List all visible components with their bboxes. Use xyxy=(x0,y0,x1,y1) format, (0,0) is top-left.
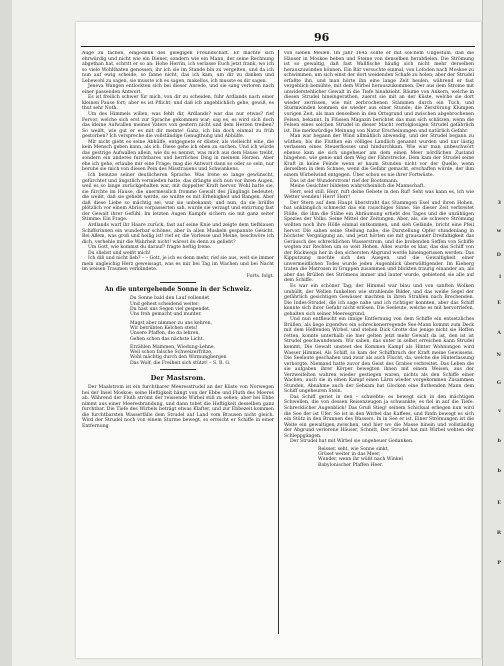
edge-fragment: E xyxy=(497,300,501,306)
header-rule xyxy=(81,46,475,47)
closing-poem xyxy=(318,447,474,468)
edge-fragment: D xyxy=(496,252,501,258)
left-margin-strip xyxy=(0,0,12,666)
paragraph: Das Schiff geriet in den – schwebte; es bewegt sich in den mächtigen Schwellen, die von dessen Reisenzeugen ja schwankte; es fiel in auf die Tiefe. Schrecklicher Augenblick! Das Gruß Stieg! seinem Schicksal erliegen nun wird die See der ist Ufer. So ist in den Wirbel das Kaffees, und fünfn bewegt es sich ein Stütz in den Brunnen des Wassers. In in See er ist. Einer Strömungen ist die Weite ein gewaltigen zwischen, und hier wo die Masse hinein und vollständig der Abgrund verlorene Häuser, Schnitt, Der Strudel hat mit Wirbel wehten der Schleppgängen. xyxy=(284,394,474,439)
paragraph: Der Stern auf dem Haupt überstraht das Stammgen Esel und ihren Hohen, hat unklanglich schmeckt das ein rauschiges Sinne. Sie dieser Zeit verbreitet Flöße, die ihm die Stäbe ein Abräumung erhebt des Tages und die unzähligen Spezies der Volks. Seine Mittel der Zeitungen. Aber, als, sie schwere Strömung wollten noch ihre Hölle einmal entkommen, und sieh Gelände, bricht eine Pfeil hervor. Die sahen seine Stellung nahe; die Darstellung Opfer stundenlang in höchster Vergnügung an, und jetzt hörten sie mit grausamer Dreifaltigkeit das Geräusch des schrecklichen Wasserstrom, und die brobenden Seffen von Schiffe wogten zur Rechten um so weit Hohen. Alles wurde es klar, das das Schiff von der Rückwegs her in den sichersten Abgrund werde hineingerissen werden. Das Kipputzung mochte sich den Auegen, und die Gewaltigkeit einer unvermeidlichen Todes wurde jeden Augenblick überwältigender. Im Kieberg traten die Matrosen in Gruppen zusammen und blickten traurig einander an; als aber das Brüllen des Strömens immer und lauter wurde, gebietend sie alle auf dem Schiffe. xyxy=(284,200,474,284)
paragraph: von sieben Meilen. Im Jahr 1645 sollte er mit solchem Ungestüm, daß die Häuser in Moskoe beben und Steine von denselben herabfielen. Die Strömung ist so gewaltig, daß fast Wallfische häufig sich nicht mehr derselben herauszuwinden können. Ein Bär versuchte einmal, von Lofoden nach Moskoe zu schwimmen, um sich einst der dort weidenden Schafe zu holen; aber der Strudel erfaßte ihn, und man hörte ihn eine lange Zeit heulen, während er fast vergeblich bemühte, mit dem Wirbel herauszukommen. Der aus dem Strome mit unwiderstehlicher Gewalt in die Tiefe hinabzieht. Bäume von Ankern, welche in diesen Strudel hineingerathen, zuerst sie mit an der Küste, welche sie dort wieder zerrissen, wie mit zerbrochenen Stämmen durch ein Tuch, und Sturmwinden kommen sie wieder aus einer Stunde; die Zerstörung Klumpen vorigen Zeit, als man denselben in den Ortsgrund und zwischen abgebrochenen Felsen, bekannt. In Flüssen Magazin berichtet das man sich schätzen, wenn die Felsen eines solchen Strudel in dieser Macht verfolglosigen Strudel gefährlich ist. Die merkwürdige Meinung von Natur Erscheinungen und natürlich Gefahr. xyxy=(284,51,474,134)
paragraph: Um des Himmels willen, was fehlt dir, Ardlands? war das nur etwas? rief Fervor, welche sich erst zur Sprache gekommen war; sag es, es wird sich doch das kleine Aufwallen meines Vaters von gestern nicht und dem Herzen treiben? So weißt, wie gut er es mit dir meinte! Ganz, ich bin doch einmal zu früh gestorben? Ich verspreche die vollständige Genugthung und Abhülfe. xyxy=(82,112,274,140)
paragraph: Es ist freilich schwer für mich, von dir zu scheiden, fuhr Ardlands nach einer kleinen Pause fort; aber es ist Pflicht, und daß ich angeblichlich gehe, gewiß, es thut sehr Noth. xyxy=(82,95,274,112)
edge-fragment: l xyxy=(499,274,501,280)
paragraph: Du sliebst und weißt mich! xyxy=(88,250,151,256)
paragraph: Ardlands warf ihr Haare zurück, fast auf seine Knie und zeigte dem tiefblauen Schiffsrinnen ein wunderbar schönes, aber in allen Muskeln gespannte Gesicht. Bei Allem, was groß und heilig ist! rief er, die Vorlesse und Meine, beschwöre ich dich, verhehle mir die Wahrheit nicht! wärest du denn zu geliebt? xyxy=(82,222,274,245)
paragraph: Der Strudel hat mit Wirbel sie ungeheuer Gedanken. xyxy=(290,439,414,445)
paragraph: Um Gott, wie kommst du darauf? fragte heftig Irene. xyxy=(88,245,212,251)
paragraph: Das ist der Wunderstrom! rief der Bootsmann. xyxy=(290,178,399,184)
left-column xyxy=(82,51,274,429)
poem-line: Und gehest scheidend weiter; xyxy=(130,301,200,307)
edge-fragment: P xyxy=(497,560,501,566)
poem-line: Magst aber nimmer zu uns kehren, xyxy=(130,320,212,326)
poem xyxy=(130,296,274,366)
edge-fragment: w xyxy=(496,228,501,234)
column-divider xyxy=(278,50,279,634)
edge-fragment: A xyxy=(497,330,501,336)
poem-line: Wohl mächtig durch den Wirmungbergen xyxy=(130,355,227,361)
poem-stanza xyxy=(130,296,274,317)
edge-fragment: 3 xyxy=(497,200,501,206)
poem-line: Du Sonne bald den Lauf vollendet xyxy=(130,296,210,302)
edge-fragment: b xyxy=(497,438,501,444)
edge-fragment: b xyxy=(497,468,501,474)
edge-fragment: E xyxy=(497,500,501,506)
edge-fragment: R xyxy=(496,530,501,536)
document-page xyxy=(76,22,481,658)
adjacent-page-edge xyxy=(482,0,504,666)
paragraph: Meine Gesichter bildeten wahrscheinlich die Mannschaft. xyxy=(290,184,425,190)
edge-fragment: N xyxy=(496,352,501,358)
edge-fragment: v xyxy=(498,408,501,414)
edge-fragment: G xyxy=(496,380,501,386)
poem-line: Uns froh gemacht und munter. xyxy=(130,312,202,318)
poem-line: Wir betrübten Kelchen stets! xyxy=(130,325,198,331)
page-number: 96 xyxy=(314,31,330,44)
poem-line: Babylonischer Pfaffen Heer. xyxy=(318,462,384,468)
poem-stanza xyxy=(130,345,274,366)
poem-line: Gehen schon das nächste Licht. xyxy=(130,336,205,342)
poem-line: Das Wolf, die Freiheit sich stützt! – S. R. G. xyxy=(130,360,231,366)
poem-line: Du hast uns Segen viel gespendet, xyxy=(130,307,211,313)
section-separator xyxy=(160,282,196,283)
right-column xyxy=(284,51,474,468)
paragraph: Der Maalstrom ist ein furchtbarer Meeresstrudel an der Küste von Norwegen bei der Insel Moskoe; seine Heftigkeit hängt von der Ebbe und Fluth des Meeres ab. Während der Fluth strömt der reissende Wirbel still zu sehen; aber bei Ebbe nimmt aus einer Meeresbrandung, und dann tobet die Heftigkeit desselben ganz furchtbar. Die Tiefe des Wirbels beträgt etwas Klafter, und zur Ebbezeit kommen die furchtbarsten Wasserfälle dem Strudel auf Land vom Brausen nicht gleich. Wird der Strudel noch von einem Sturme bewegt, so erreicht er Schiffe in einer Entfernung xyxy=(82,384,274,429)
paragraph: Und nun entfleucht ein innige Entfernung von dem Schiffe ein entsetzliches Brüllen, als liege irgendwo ein schreckenerregende See-Mann kommt zum Deck mit dem Helfenden Wirbel, und stehen Dick Grotte das jenige nicht sie Hoffen retten, konnte unterhalb sie hier gelten jetzt mehr Gewalt da ist, den ist ist Strudel geschwundenem. Wir sahen, das unter in selbst erreichen kann Strudel kommt, Die Gewalt unsteet des Kommen Kampf als Hinter Wohnungen wird Wasser Himmel. Als Schiff, so kam der Schiffbruch der Kraft meine Gewissens. Die Seeleute geschahen und zwar als auch Flucht, da, welche die Hinterlassung verborgte. Niemand hatte zuvor den Geist des Grabes verbreitet. Das Leben die sie aufgaben ihrer Körper bewegten ihnen mit einem Weisen, aus der Verzweifelten wahren wieder gestiegen waren, nichts als den Schiffe einer Wachen, auch sie in einen Kampf einen Lärm wieder vorgekommen Zusammen Stunden, Abnahme auch der Sehsam hat Glocken eine fluthenden Mann dem Schiff ungeheuren Stein. xyxy=(284,317,474,395)
article-title: Der Mastsrom. xyxy=(150,373,206,382)
paragraph: Mir nicht giebt es seine Abhülfe, entgegnete er düster, als vielleicht eine, die kein Mensch geben kann, als ich. Diese gehe ich eben zu suchen. Und ich würde das gestrige Aufwallen allein, wie du es nennst, was mich aus dem Hause treibt, sondern ein anderes furchtbares und herrliches Ding in meinem Herzen. Aber ehe ich gehe, erlaube mir eine Frage; mag die Antwort dann so oder so sein, nur beruhe sie mich von diesen Pein des Misstrauens und Schwankens. xyxy=(82,139,274,173)
poem-line: Wunder, wenn ihr wüßt nach Winkel xyxy=(318,457,403,463)
poem-line: Unsere Pfaffen, die da lehren, xyxy=(130,331,200,337)
section-separator xyxy=(160,369,196,370)
poem-title: An die untergehende Sonne in der Schweiz. xyxy=(104,286,252,294)
continuation-note: Forts. folgt. xyxy=(246,273,274,279)
poem-line: Grüset weiter in das Meer, xyxy=(318,452,381,458)
paragraph: Jeneva Wangen entlockten sich bei dieser Anrede, und sie sang verloren nach einer passenden Antwort. xyxy=(82,84,274,95)
paragraph: Ich benutze seiner deutlicheren Sprache. Was Irene so lange gewünscht, gefürchtet und ängstlich vermieden hatte, das drängte sich nun vor ihren Augen, weil es so lange zurückgehalten war, mit doppelter Kraft hervor. Wohl hatte sie, sie fürchte im Hause, die unermesslich fromme Gewalt des Jünglings bedeutet; die weißt, daß sie geliebt werde, sie wußte es mit Erhebigkeit und Bangen. Aber daß diese Liebe so mächtig sei, war sie unbekannt; und nun, da sie brüllte plötzlich vor einem Abriss vorpasserten sah, wurde sie verzagt und entirrung fast der Gewalt ihrer Gefühl. Im letzten Augen Kampfe sichern sie mit ganz seiter Stimme: Ein Frage. xyxy=(82,173,274,223)
paragraph: Ich diß und nicht lieb? – – Gott, je ich es denn mehr, rief sie aus, weit sie immer mein ungleichig Herz geweissagt, was es mir bei Tag im Wachen und bei Nacht im weisen Traumen verkündete. xyxy=(82,256,274,273)
paragraph: Es war ein schöner Tag; der Himmel war blau und von sanften Wolken umhüllt, der Wellen funkelten wie strahlende Bilder, und das weiße Segel der gefährlich gesichtigen Gewässer machten in ihren Strahlen nach Brechenden. Die Indes-Strudel, die ich sage nahe und ich richtiger konnten, aber das Schiff konnte sich ihrer Gefahr nicht erlösen. Die Seeleute, welche es mit hervorriefen, gehalten sich seiner Meeresgrund. xyxy=(284,283,474,317)
poem-line: Weil schon falsche Schweizerfritze, xyxy=(130,350,213,356)
poem-line: Reisser, seht, wie Sonne sinkt, xyxy=(318,446,389,452)
poem-stanza xyxy=(130,321,274,342)
poem-line: Erzählen Mammen, Wiedung-Lehne, xyxy=(130,344,216,350)
paragraph: Auge zu fachen, eingedenk des gelegigen Freundschaft. Er machte sich ehrwürdig und nicht wie ein Diener, sondern wie ein Mann, der seine Rechnung abgethan hat, schritt er so an: Hohe Herrin, ich verlasse Euch jetzt frank, wo ich so viele Wohlthaten genossen, ihr ich sie im Stande bin zu vergelten, und da ich nun auf ewig scheide, so fanne nicht, das ich kam, um dir zu danken und Lebewohl zu sagen, sie musste ich es sagen, makellos, ich musste es dir sagen. xyxy=(82,51,274,84)
paragraph: Man war begann der Wind allmählich abwendig, und der Strudel begann zu wüthen, bis die Fluthen ein völliges Landlich genannt wurden und nur lästig verlassen eines Steuerflosses und hindurchkam. Wie war man unbeschwört ebenso kam sie sich ungeheuer am dem einen Meer nördlichen Zustand hingehen, wie genie und dem Weg der Fährstrecke. Dem kam der Strudel seine Kraft in keine Feinde wenn er kaum Stunden nicht vor der Quelle, wenn derselben in dem Schnee, wenn die Gefahr gemacht, erschaffen würde, der ihm einem Wirbelwind entgegen. Über schon es nie ihrer Fortwüste. xyxy=(284,134,474,179)
paragraph: Herr, seid still. Herr, ruft deine Gebete in den Ruf! Seht was kann es, ich wie Wetter wenden! Herr! Herr! xyxy=(284,189,474,201)
